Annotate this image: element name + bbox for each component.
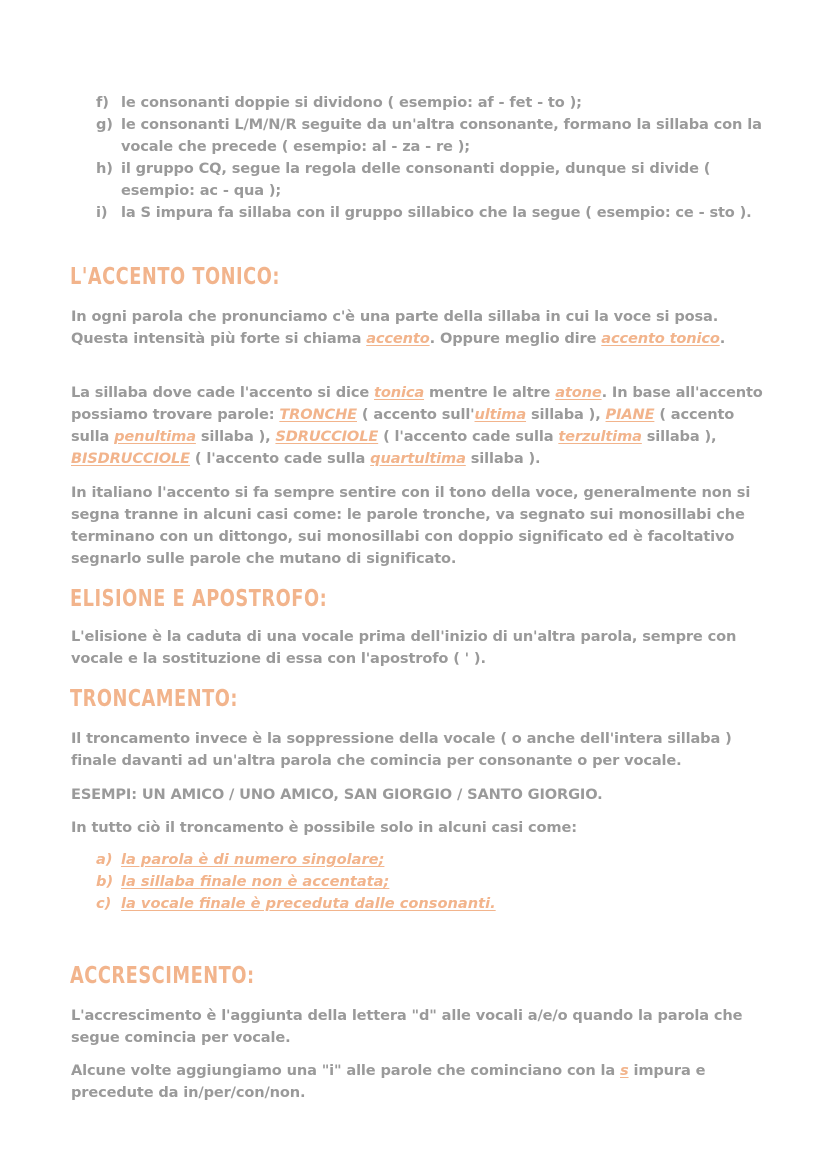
- highlight-term: penultima: [114, 428, 196, 445]
- list-item: [96, 158, 776, 202]
- text-run: La sillaba dove cade l'accento si dice: [71, 384, 375, 401]
- list-marker: g): [96, 116, 113, 133]
- list-item: [96, 871, 736, 893]
- list-item: [96, 114, 776, 158]
- highlight-term: terzultima: [558, 428, 642, 445]
- highlight-term: PIANE: [605, 406, 655, 423]
- troncamento-examples: ESEMPI: UN AMICO / UNO AMICO, SAN GIORGIO / SANTO GIORGIO.: [71, 786, 603, 803]
- accrescimento-heading: ACCRESCIMENTO:: [70, 963, 255, 989]
- troncamento-paragraph-3: In tutto ciò il troncamento è possibile solo in alcuni casi come:: [71, 819, 577, 836]
- list-marker: c): [96, 895, 112, 912]
- list-item: [96, 893, 736, 915]
- list-item-text: la vocale finale è preceduta dalle consonanti.: [121, 895, 496, 912]
- troncamento-paragraph-1: Il troncamento invece è la soppressione della vocale ( o anche dell'intera sillaba ) finale davanti ad un'altra parola che comincia per consonante o per vocale.: [71, 730, 732, 769]
- list-marker: i): [96, 204, 108, 221]
- list-marker: a): [96, 851, 113, 868]
- text-run: sillaba ),: [526, 406, 606, 423]
- highlight-term: atone: [555, 384, 602, 401]
- list-item-text: le consonanti doppie si dividono ( esempio: af - fet - to );: [121, 94, 582, 111]
- highlight-term: s: [619, 1062, 629, 1079]
- accento-paragraph-2: [71, 382, 771, 470]
- highlight-term: quartultima: [370, 450, 466, 467]
- highlight-term: ultima: [474, 406, 527, 423]
- text-run: . Oppure meglio dire: [429, 330, 602, 347]
- accrescimento-paragraph-1: L'accrescimento è l'aggiunta della lettera "d" alle vocali a/e/o quando la parola che segue comincia per vocale.: [71, 1007, 743, 1046]
- troncamento-cases-list: [96, 849, 736, 915]
- text-run: ( l'accento cade sulla: [190, 450, 371, 467]
- text-run: .: [719, 330, 726, 347]
- text-run: sillaba ).: [465, 450, 541, 467]
- list-item-text: le consonanti L/M/N/R seguite da un'altra consonante, formano la sillaba con la vocale che precede ( esempio: al - za - re );: [121, 116, 762, 155]
- list-item-text: la sillaba finale non è accentata;: [121, 873, 390, 890]
- accento-paragraph-1: [71, 306, 771, 350]
- text-run: mentre le altre: [424, 384, 556, 401]
- highlight-term: TRONCHE: [279, 406, 357, 423]
- highlight-term: tonica: [374, 384, 425, 401]
- text-run: sillaba ),: [641, 428, 717, 445]
- list-item: [96, 92, 776, 114]
- list-marker: b): [96, 873, 114, 890]
- text-run: In ogni parola che pronunciamo c'è una parte della sillaba in cui la voce si posa. Questa intensità più forte si chiama: [71, 308, 719, 347]
- elisione-paragraph: L'elisione è la caduta di una vocale prima dell'inizio di un'altra parola, sempre con vocale e la sostituzione di essa con l'apostrofo ( ' ).: [71, 628, 737, 667]
- highlight-term: accento: [366, 330, 430, 347]
- text-run: ( accento sull': [357, 406, 475, 423]
- text-run: . In base all'accento possiamo trovare parole:: [71, 384, 763, 423]
- text-run: impura e precedute da in/per/con/non.: [71, 1062, 706, 1101]
- troncamento-heading: TRONCAMENTO:: [70, 686, 239, 712]
- highlight-term: SDRUCCIOLE: [275, 428, 379, 445]
- text-run: ( l'accento cade sulla: [378, 428, 559, 445]
- text-run: Alcune volte aggiungiamo una "i" alle parole che cominciano con la: [71, 1062, 620, 1079]
- accrescimento-paragraph-2: [71, 1060, 771, 1104]
- list-item-text: la parola è di numero singolare;: [121, 851, 385, 868]
- list-item: [96, 202, 776, 224]
- list-item-text: la S impura fa sillaba con il gruppo sillabico che la segue ( esempio: ce - sto ).: [121, 204, 752, 221]
- accento-heading: L'ACCENTO TONICO:: [70, 264, 281, 290]
- text-run: sillaba ),: [195, 428, 276, 445]
- list-item-text: il gruppo CQ, segue la regola delle consonanti doppie, dunque si divide ( esempio: ac - qua );: [121, 160, 711, 199]
- accento-paragraph-3: In italiano l'accento si fa sempre sentire con il tono della voce, generalmente non si segna tranne in alcuni casi come: le parole tronche, va segnato sui monosillabi che terminano con un dittongo, sui monosillabi con doppio significato ed è facoltativo segnarlo sulle parole che mutano di significato.: [71, 484, 751, 567]
- list-marker: f): [96, 94, 109, 111]
- list-marker: h): [96, 160, 113, 177]
- highlight-term: accento tonico: [601, 330, 720, 347]
- text-run: ( accento sulla: [71, 406, 735, 445]
- highlight-term: BISDRUCCIOLE: [71, 450, 190, 467]
- syllable-rules-list: [96, 92, 776, 224]
- list-item: [96, 849, 736, 871]
- elisione-heading: ELISIONE E APOSTROFO:: [70, 586, 328, 612]
